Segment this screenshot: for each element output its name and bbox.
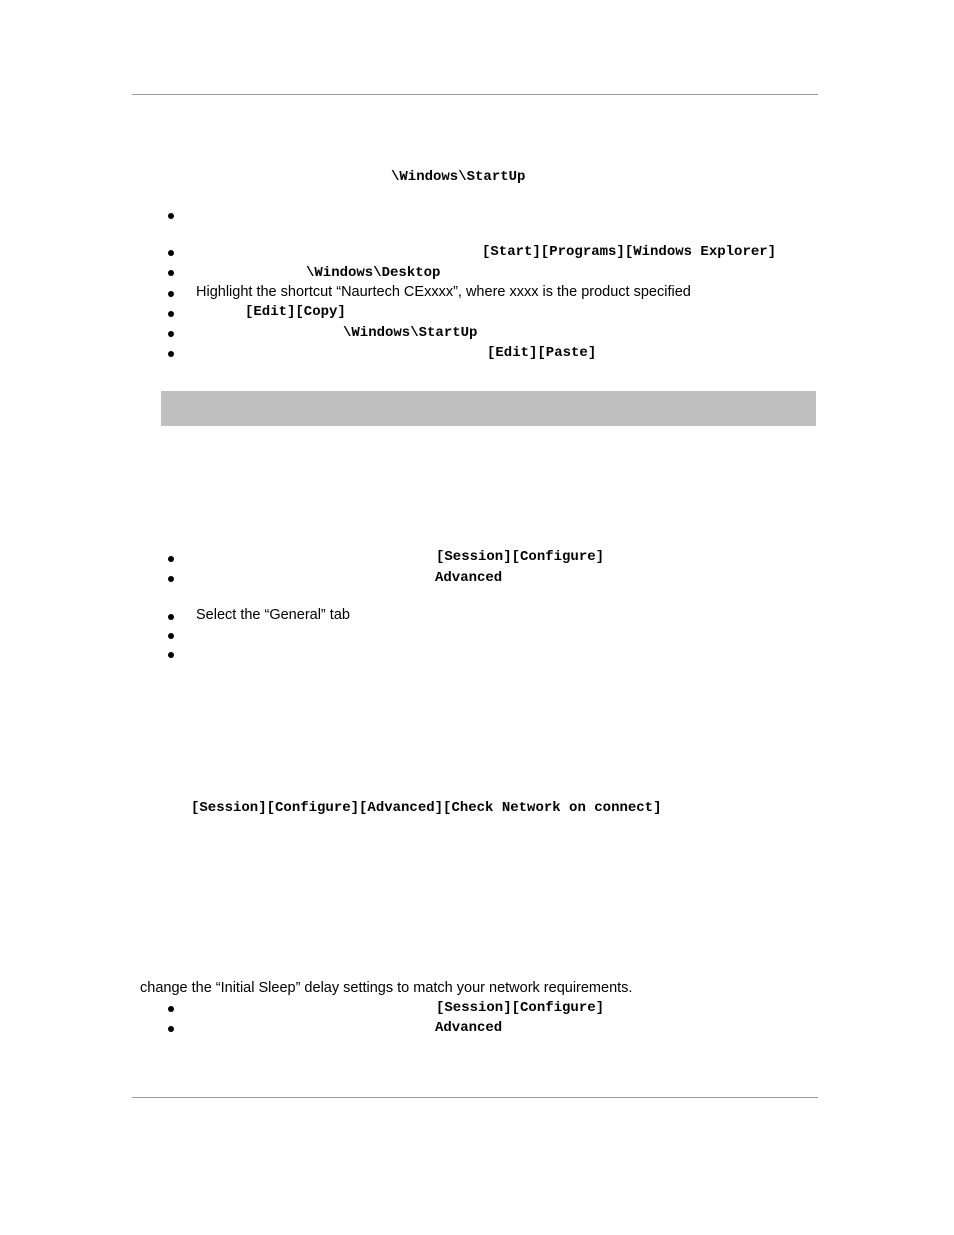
bullet-icon [168,1006,174,1012]
bullet-icon [168,311,174,317]
advanced-label: Advanced [435,570,503,586]
select-general-tab-text: Select the “General” tab [196,607,350,623]
check-network-menu-path: [Session][Configure][Advanced][Check Network on connect] [191,800,662,816]
session-configure-menu-path: [Session][Configure] [436,549,605,565]
bullet-icon [168,331,174,337]
bullet-icon [168,633,174,639]
advanced-label-2: Advanced [435,1020,503,1036]
bullet-icon [168,351,174,357]
section-heading-band [161,391,816,426]
bullet-icon [168,652,174,658]
desktop-folder-path: \Windows\Desktop [306,265,441,281]
bullet-icon [168,614,174,620]
session-configure-menu-path-2: [Session][Configure] [436,1000,605,1016]
bullet-icon [168,291,174,297]
highlight-shortcut-text: Highlight the shortcut “Naurtech CExxxx”, where xxxx is the product specified [196,284,691,300]
bullet-icon [168,576,174,582]
bullet-icon [168,270,174,276]
startup-path-heading: \Windows\StartUp [391,169,526,185]
initial-sleep-intro: change the “Initial Sleep” delay settings to match your network requirements. [140,980,633,996]
startup-folder-path: \Windows\StartUp [343,325,478,341]
bullet-icon [168,556,174,562]
edit-copy-menu-path: [Edit][Copy] [245,304,346,320]
edit-paste-menu-path: [Edit][Paste] [487,345,597,361]
bullet-icon [168,250,174,256]
bullet-icon [168,1026,174,1032]
footer-rule [132,1097,818,1098]
bullet-icon [168,213,174,219]
header-rule [132,94,818,95]
windows-explorer-menu-path: [Start][Programs][Windows Explorer] [482,244,777,260]
